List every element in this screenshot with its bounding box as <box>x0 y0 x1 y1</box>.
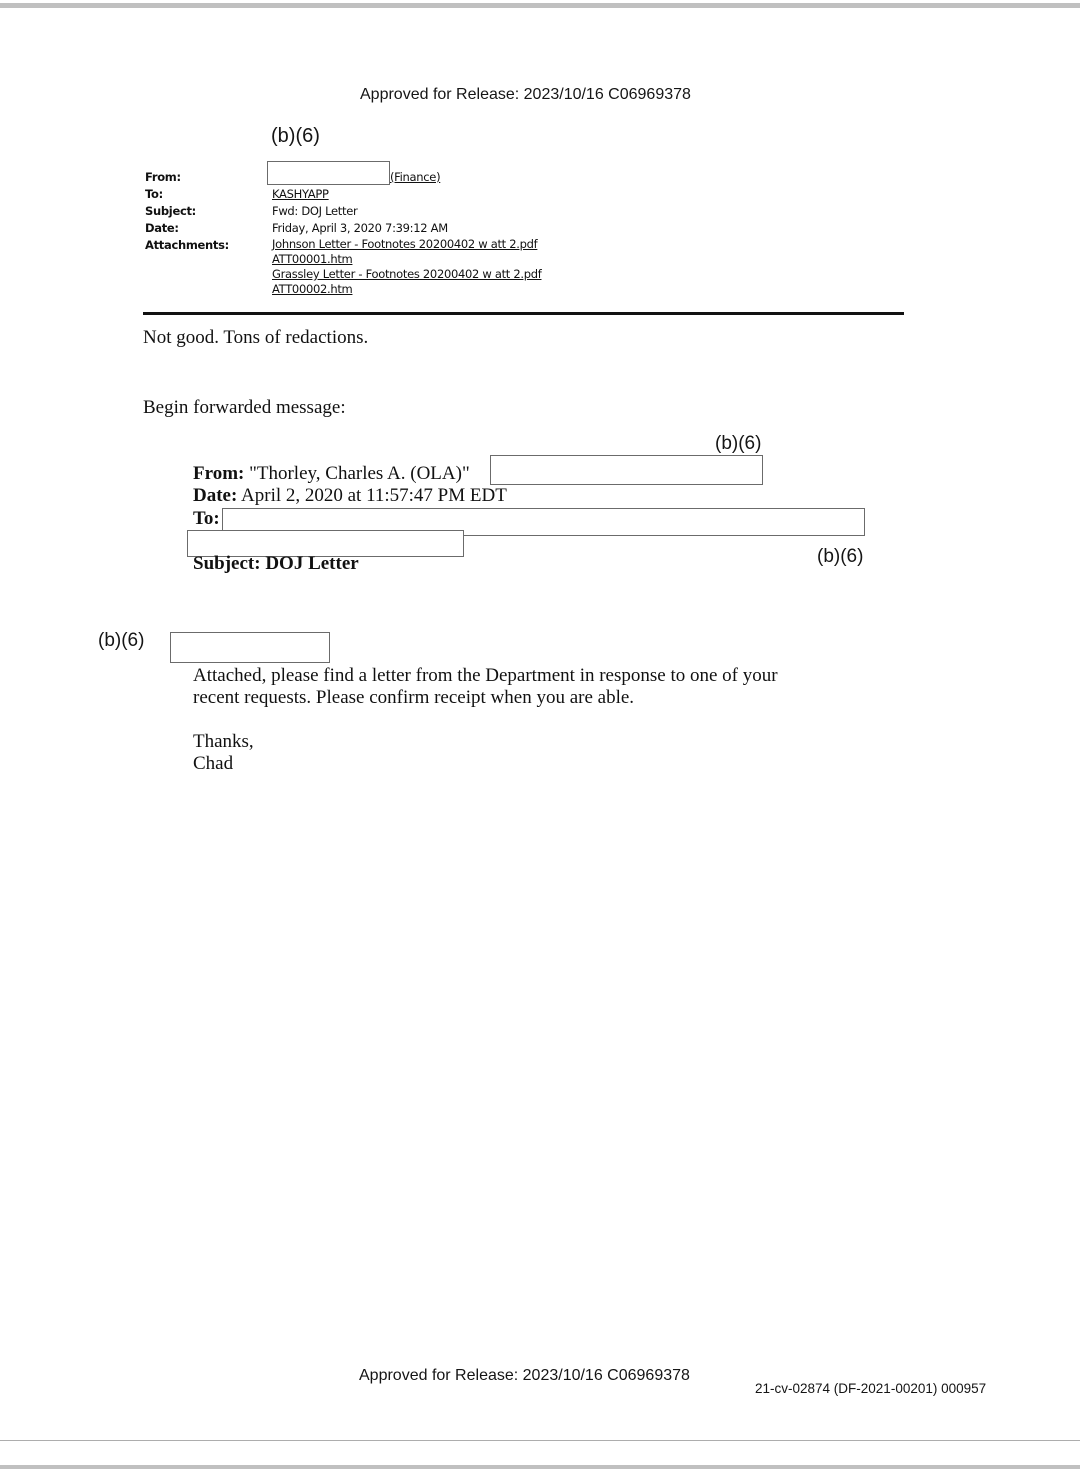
forwarded-date-line <box>193 485 507 507</box>
forwarded-from-line <box>193 463 470 485</box>
to-label: To: <box>145 187 163 201</box>
begin-forwarded-label: Begin forwarded message: <box>143 397 346 418</box>
message-line: recent requests. Please confirm receipt when you are able. <box>193 687 635 708</box>
exemption-marker-salutation: (b)(6) <box>98 630 145 651</box>
release-stamp-top: Approved for Release: 2023/10/16 C06969378 <box>360 86 691 103</box>
forwarded-from-label: From: <box>193 463 245 484</box>
attachment-link[interactable]: Grassley Letter - Footnotes 20200402 w att 2.pdf <box>272 267 542 281</box>
to-recipient[interactable]: KASHYAPP <box>272 187 329 201</box>
message-signature: Chad <box>193 753 234 774</box>
date-value: Friday, April 3, 2020 7:39:12 AM <box>272 221 448 235</box>
redaction-box-salutation <box>170 632 330 663</box>
forwarded-date-label: Date: <box>193 485 238 506</box>
forwarded-subject-value: DOJ Letter <box>265 553 359 574</box>
from-department[interactable]: (Finance) <box>390 170 441 184</box>
scan-edge-line <box>0 1440 1080 1441</box>
subject-label: Subject: <box>145 204 196 218</box>
forwarded-date-value: April 2, 2020 at 11:57:47 PM EDT <box>241 485 507 506</box>
bates-number: 21-cv-02874 (DF-2021-00201) 000957 <box>755 1381 987 1396</box>
attachments-list <box>272 237 542 297</box>
attachment-link[interactable]: ATT00002.htm <box>272 282 353 296</box>
forwarded-subject-line <box>193 553 359 575</box>
redaction-box-forwarded-from <box>490 455 763 485</box>
message-line: Attached, please find a letter from the Department in response to one of your <box>193 665 778 686</box>
header-separator <box>143 312 904 315</box>
release-stamp-bottom: Approved for Release: 2023/10/16 C06969378 <box>359 1367 690 1384</box>
forwarded-from-value: "Thorley, Charles A. (OLA)" <box>249 463 470 484</box>
message-body <box>193 665 778 775</box>
forwarded-to-line <box>193 508 220 530</box>
forward-comment: Not good. Tons of redactions. <box>143 327 369 348</box>
exemption-marker-header: (b)(6) <box>271 125 320 147</box>
forwarded-subject-label: Subject: <box>193 553 261 574</box>
attachments-label: Attachments: <box>145 238 229 252</box>
exemption-marker-forwarded-to: (b)(6) <box>817 546 864 567</box>
page-bottom-edge <box>0 1465 1080 1469</box>
page-top-edge <box>0 3 1080 8</box>
subject-value: Fwd: DOJ Letter <box>272 204 358 218</box>
attachment-link[interactable]: Johnson Letter - Footnotes 20200402 w att 2.pdf <box>272 237 538 251</box>
from-label: From: <box>145 170 181 184</box>
date-label: Date: <box>145 221 179 235</box>
forwarded-to-label: To: <box>193 508 220 529</box>
message-closing: Thanks, <box>193 731 254 752</box>
exemption-marker-forwarded-from: (b)(6) <box>715 433 762 454</box>
attachment-link[interactable]: ATT00001.htm <box>272 252 353 266</box>
redaction-box-sender <box>267 161 390 185</box>
